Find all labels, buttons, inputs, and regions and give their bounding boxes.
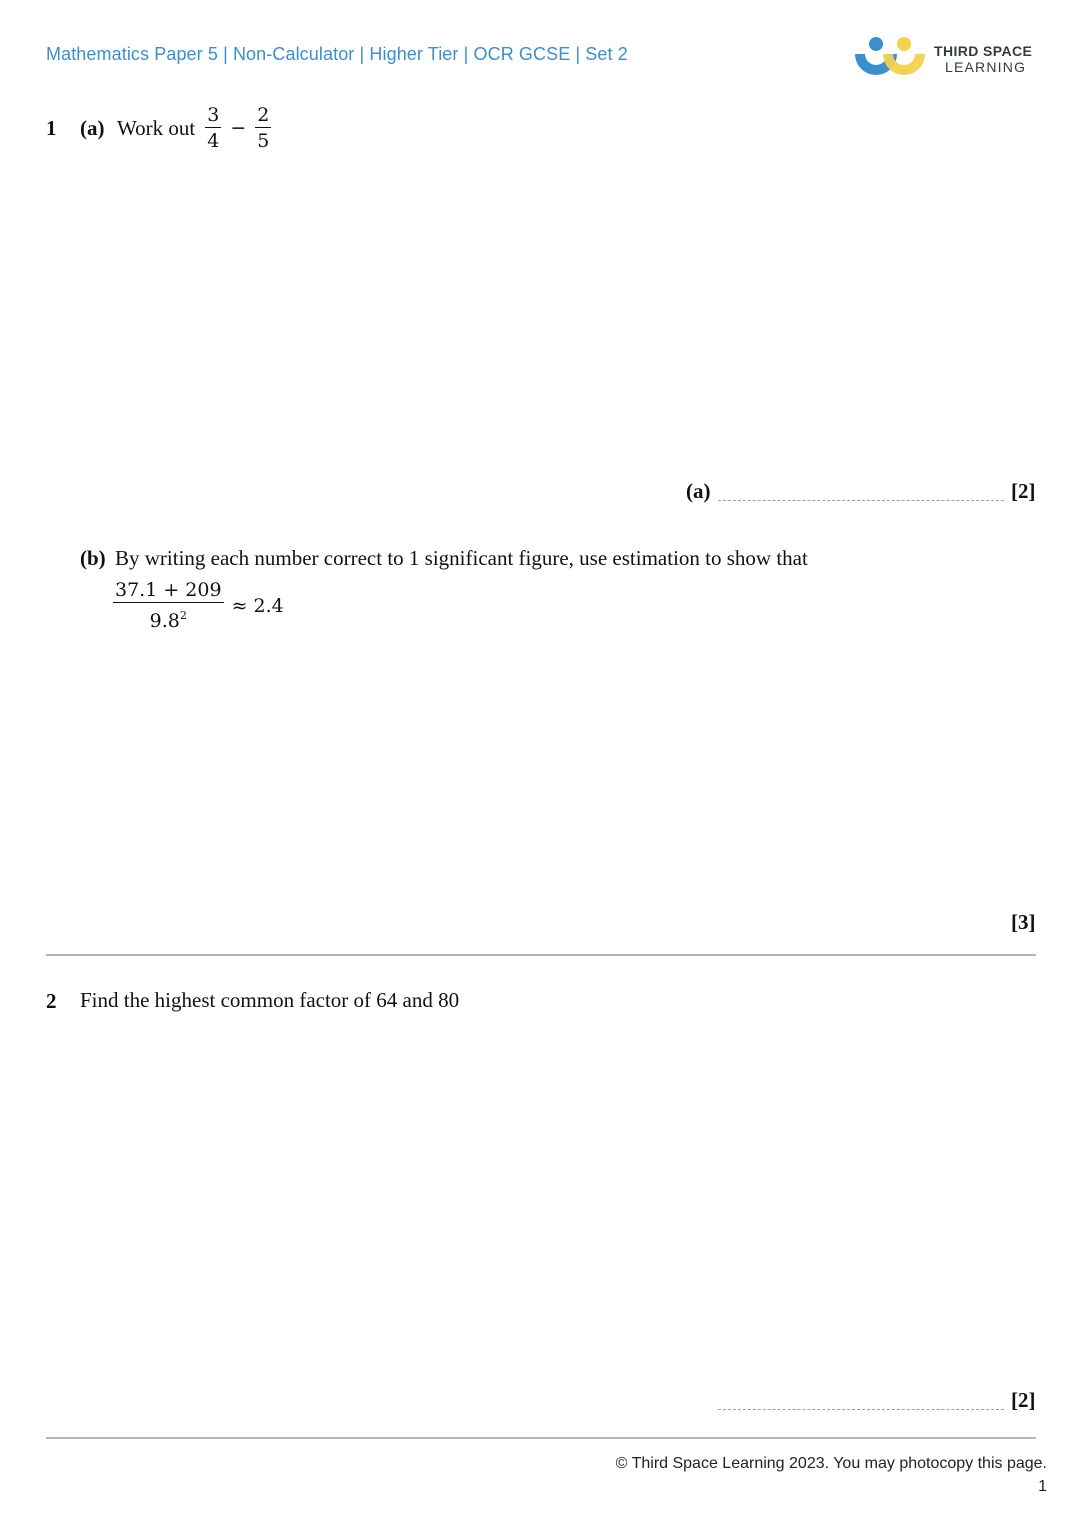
- q1b-expression: [113, 578, 284, 634]
- q1b-prompt: By writing each number correct to 1 significant figure, use estimation to show that: [115, 546, 808, 570]
- q1b-label: (b): [80, 546, 106, 570]
- frac1-denominator: 4: [207, 129, 220, 152]
- logo-text-line2: LEARNING: [945, 59, 1027, 75]
- q1a-prompt: Work out: [117, 115, 196, 140]
- q1a-answer-label: (a): [686, 479, 711, 503]
- q1b-marks: [3]: [1011, 910, 1036, 934]
- paper-title: Mathematics Paper 5 | Non-Calculator | Higher Tier | OCR GCSE | Set 2: [46, 44, 628, 64]
- logo-text-line1: THIRD SPACE: [934, 43, 1033, 59]
- fraction-3-4: [205, 103, 221, 154]
- frac2-denominator: 5: [257, 129, 270, 152]
- q2-answer-line[interactable]: [718, 1409, 1004, 1410]
- q2-marks: [2]: [1011, 1388, 1036, 1412]
- copyright-notice: © Third Space Learning 2023. You may photocopy this page.: [615, 1455, 1047, 1472]
- question-divider: [46, 954, 1036, 956]
- frac1-numerator: 3: [207, 103, 220, 126]
- q1a-marks: [2]: [1011, 479, 1036, 503]
- third-space-learning-logo: [854, 36, 1044, 82]
- q1a-question: [117, 101, 271, 155]
- page-number: 1: [1038, 1478, 1047, 1495]
- logo-mark-icon: [854, 36, 928, 82]
- q1b-fraction: [113, 578, 224, 634]
- q1a-label: (a): [80, 116, 105, 140]
- q1a-answer-line[interactable]: [718, 500, 1004, 501]
- footer-divider: [46, 1437, 1036, 1439]
- frac2-numerator: 2: [257, 103, 270, 126]
- question-number-1: 1: [46, 116, 57, 140]
- fraction-2-5: [255, 103, 271, 154]
- minus-operator: −: [230, 117, 247, 139]
- q1b-numerator: 37.1 + 209: [115, 579, 222, 601]
- q1b-denominator: $9.8^2$: [149, 609, 187, 632]
- q2-prompt: Find the highest common factor of 64 and 80: [80, 988, 460, 1012]
- q1b-relation: ≈ 2.4: [231, 595, 284, 617]
- question-number-2: 2: [46, 989, 57, 1013]
